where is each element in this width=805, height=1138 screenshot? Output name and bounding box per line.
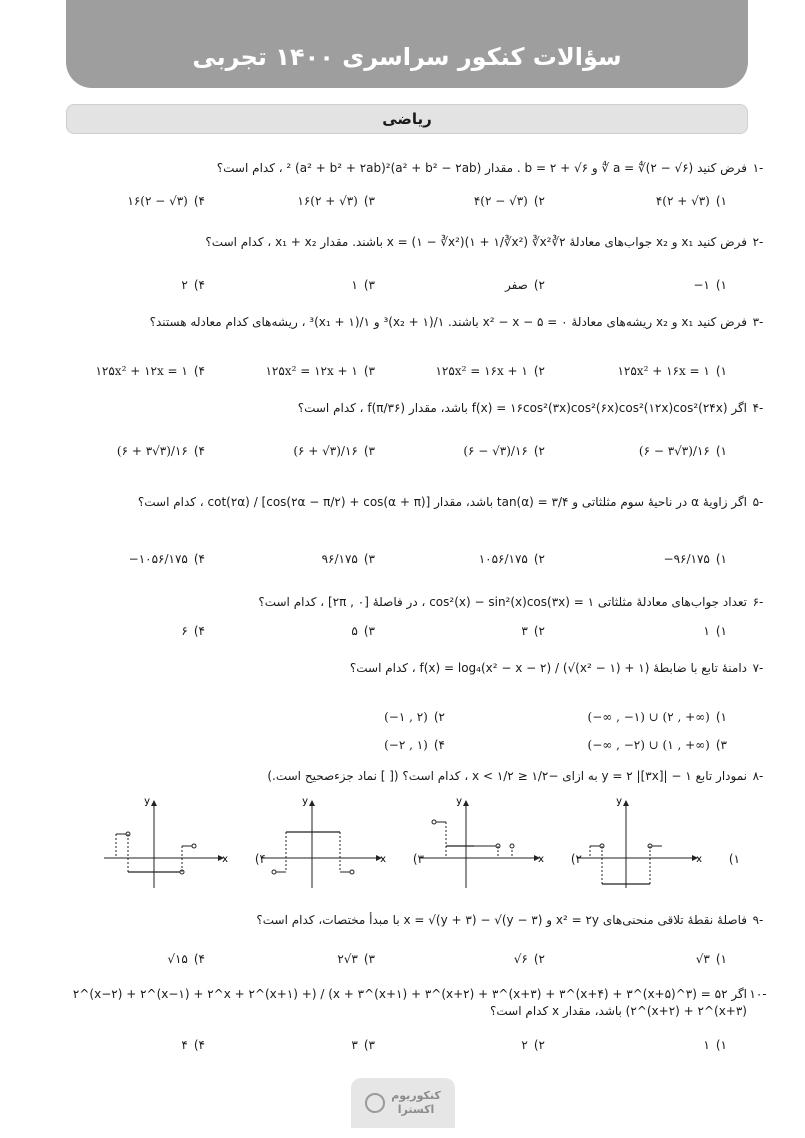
option-number: ۳) (412, 852, 424, 866)
question-number: -۴ (752, 401, 764, 415)
question-text: فرض کنید a = ∜(۲ − √۶) ∜ و b = ۲ + √۶ . مقدار (a² + b² − ۲ab)² (a² + b² + ۲ab)² ، کدام است؟ (216, 161, 747, 175)
option-4[interactable]: ۴)(۶ + ۳√۳)/۱۶ (116, 444, 205, 458)
brand-sub: اکسترا (397, 1103, 435, 1116)
y-axis-label: y (616, 796, 622, 807)
option-number: ۱) (728, 852, 740, 866)
question-8 (30, 768, 764, 785)
option-4[interactable]: ۴)−۱۰۵۶/۱۷۵ (128, 552, 205, 566)
option-3[interactable]: ۳)۵ (351, 624, 375, 638)
question-7 (30, 660, 764, 677)
options-9 (30, 952, 775, 974)
options-2 (30, 278, 775, 300)
question-3 (30, 314, 764, 331)
option-3[interactable]: ۳)۱۲۵x² = ۱۲x + ۱ (265, 364, 375, 378)
option-2[interactable]: ۲)(۶ − √۳)/۱۶ (463, 444, 545, 458)
option-4[interactable]: ۴)(−۲ , ۱) (384, 738, 445, 752)
graph-option-3[interactable] (254, 796, 424, 892)
option-1[interactable]: ۱)(۶ − ۳√۳)/۱۶ (638, 444, 727, 458)
x-axis-label: x (222, 854, 228, 865)
options-3 (30, 364, 775, 386)
options-6 (30, 624, 775, 646)
options-7b (30, 738, 775, 760)
option-1[interactable]: ۱)−۱ (693, 278, 727, 292)
graph-option-2[interactable] (412, 796, 582, 892)
question-4 (30, 400, 764, 417)
question-text: اگر زاویهٔ α در ناحیهٔ سوم مثلثاتی و tan(α) = ۳/۴ باشد، مقدار [cos(۲α − π/۲) + cos(α + π)] / cot(۲α) ، کدام است؟ (137, 495, 747, 509)
options-5 (30, 552, 775, 574)
x-axis-label: x (538, 854, 544, 865)
option-3[interactable]: ۳)(−∞ , −۲) ∪ (۱ , +∞) (587, 738, 727, 752)
x-axis-label: x (380, 854, 386, 865)
option-3[interactable]: ۳)۲√۳ (337, 952, 375, 966)
question-text: تعداد جواب‌های معادلهٔ مثلثاتی cos²(x) − sin²(x)cos(۳x) = ۱ ، در فاصلهٔ [۰ , ۲π] ، کدام است؟ (258, 595, 747, 609)
option-3[interactable]: ۳)(۶ + √۳)/۱۶ (293, 444, 375, 458)
option-3[interactable]: ۳)۱۶(۲ + √۳) (297, 194, 375, 208)
option-2[interactable]: ۲)۴(۲ − √۳) (473, 194, 545, 208)
option-1[interactable]: ۱)۱ (703, 624, 727, 638)
question-text: فرض کنید x₁ و x₂ ریشه‌های معادلهٔ x² − x − ۵ = ۰ باشند. ۱/(x₂ + ۱)³ و ۱/(x₁ + ۱)³ ، ریشه‌های کدام معادله هستند؟ (149, 315, 747, 329)
question-number: -۱ (752, 161, 764, 175)
graph-option-1[interactable] (570, 796, 740, 892)
options-4 (30, 444, 775, 466)
option-2[interactable]: ۲)(−۱ , ۲) (384, 710, 445, 724)
option-4[interactable]: ۴)۴ (181, 1038, 205, 1052)
section-title: ریاضی (382, 110, 432, 128)
header-banner (66, 0, 748, 88)
option-1[interactable]: ۱)√۳ (695, 952, 727, 966)
question-6 (30, 594, 764, 611)
y-axis-label: y (302, 796, 308, 807)
question-number: -۷ (752, 661, 764, 675)
question-1 (30, 160, 764, 177)
question-2 (30, 234, 764, 251)
question-number: -۵ (752, 495, 764, 509)
question-text: اگر ۵۲ = (۳^x + ۳^(x+۱) + ۳^(x+۲) + ۳^(x+۳) + ۳^(x+۴) + ۳^(x+۵)) / (۲^(x−۲) + ۲^(x−۱) + ۲^x + ۲^(x+۱) + ۲^(x+۲) + ۲^(x+۳)) باشد، مقدار x کدام است؟ (72, 987, 747, 1018)
question-text: اگر f(x) = ۱۶cos²(۳x)cos²(۶x)cos²(۱۲x)cos²(۲۴x) باشد، مقدار f(π/۳۶) ، کدام است؟ (297, 401, 747, 415)
question-number: -۸ (752, 769, 764, 783)
option-3[interactable]: ۳)۳ (351, 1038, 375, 1052)
option-number: ۲) (570, 852, 582, 866)
option-2[interactable]: ۲)۱۲۵x² = ۱۶x + ۱ (435, 364, 545, 378)
question-text: دامنهٔ تابع با ضابطهٔ f(x) = log₄(x² − x − ۲) / (√(x² − ۱) + ۱) ، کدام است؟ (349, 661, 747, 675)
option-1[interactable]: ۱)(−∞ , −۱) ∪ (۲ , +∞) (587, 710, 727, 724)
options-10 (30, 1038, 775, 1060)
question-number: -۱۰ (749, 987, 767, 1001)
footer-logo (351, 1078, 455, 1128)
option-number: ۴) (254, 852, 266, 866)
question-text: فرض کنید x₁ و x₂ جواب‌های معادلهٔ ۲∛x = (۱ − ∛x²)(۱ + ۱/∛x²) ∛x² باشند. مقدار x₁ + x₂ ، کدام است؟ (205, 235, 747, 249)
question-number: -۹ (752, 913, 764, 927)
question-number: -۲ (752, 235, 764, 249)
y-axis-label: y (144, 796, 150, 807)
option-1[interactable]: ۱)−۹۶/۱۷۵ (663, 552, 727, 566)
option-2[interactable]: ۲)۲ (521, 1038, 545, 1052)
options-7a (30, 710, 775, 732)
question-number: -۶ (752, 595, 764, 609)
y-axis-label: y (456, 796, 462, 807)
option-1[interactable]: ۱)۱ (703, 1038, 727, 1052)
option-2[interactable]: ۲)۳ (521, 624, 545, 638)
step-graph-4 (96, 796, 246, 892)
question-10 (30, 986, 767, 1020)
option-1[interactable]: ۱)۱۲۵x² + ۱۶x = ۱ (617, 364, 727, 378)
step-graph-3 (254, 796, 404, 892)
option-2[interactable]: ۲)√۶ (513, 952, 545, 966)
option-4[interactable]: ۴)۲ (181, 278, 205, 292)
page-title: سؤالات کنکور سراسری ۱۴۰۰ تجربی (192, 43, 622, 71)
option-3[interactable]: ۳)۱ (351, 278, 375, 292)
section-bar (66, 104, 748, 134)
option-2[interactable]: ۲)صفر (504, 278, 545, 292)
question-5 (30, 494, 764, 511)
question-text: نمودار تابع y = ۲ |[۳x]| − ۱ به ازای −۱/۲ ≤ x < ۱/۲ ، کدام است؟ ([ ] نماد جزءصحیح است.) (267, 769, 747, 783)
option-4[interactable]: ۴)√۱۵ (167, 952, 205, 966)
option-3[interactable]: ۳)۹۶/۱۷۵ (321, 552, 375, 566)
question-number: -۳ (752, 315, 764, 329)
options-1 (30, 194, 775, 216)
brand-name: کنکوریوم (391, 1088, 441, 1102)
option-4[interactable]: ۴)۱۲۵x² + ۱۲x = ۱ (95, 364, 205, 378)
option-4[interactable]: ۴)۶ (181, 624, 205, 638)
graph-option-4[interactable] (96, 796, 266, 892)
brand-mark-icon (365, 1093, 385, 1113)
question-text: فاصلهٔ نقطهٔ تلاقی منحنی‌های x² = ۲y و x = √(y + ۳) − √(y − ۳) با مبدأ مختصات، کدام است؟ (256, 913, 747, 927)
option-1[interactable]: ۱)۴(۲ + √۳) (655, 194, 727, 208)
x-axis-label: x (696, 854, 702, 865)
option-2[interactable]: ۲)۱۰۵۶/۱۷۵ (478, 552, 545, 566)
option-4[interactable]: ۴)۱۶(۲ − √۳) (127, 194, 205, 208)
question-9 (30, 912, 764, 929)
step-graph-2 (412, 796, 562, 892)
step-graph-1 (570, 796, 720, 892)
